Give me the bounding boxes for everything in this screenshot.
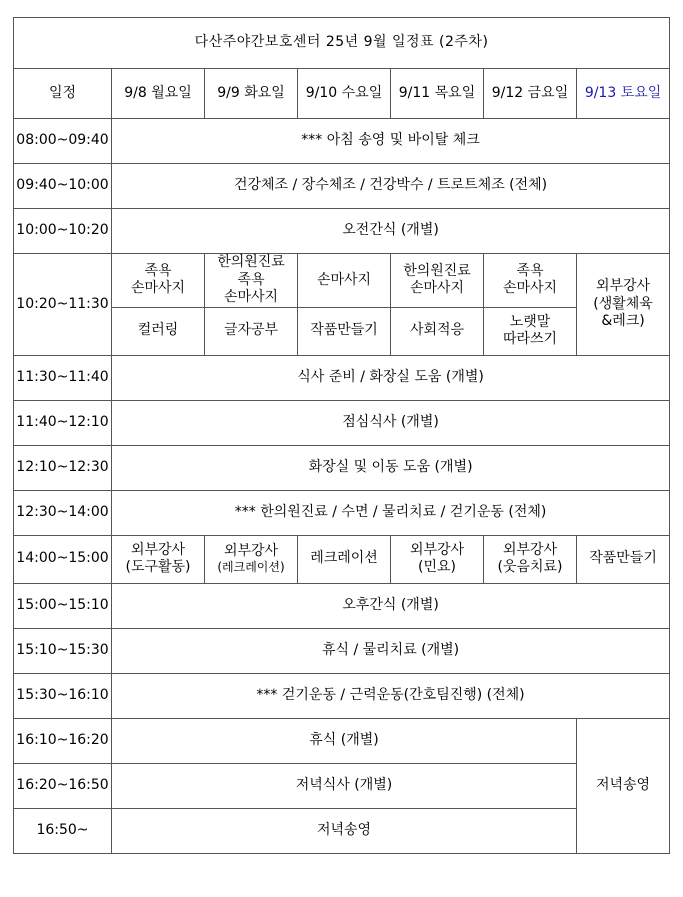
activity-line: 한의원진료 (217, 254, 285, 270)
activity-cell: 저녁송영 (112, 808, 577, 853)
activity-line: (생활체육 (593, 295, 653, 312)
activity-line: 외부강사 (595, 278, 651, 294)
table-row (14, 164, 670, 209)
activity-cell-mon-bottom: 컬러링 (112, 307, 205, 355)
activity-cell-wed-top: 손마사지 (298, 254, 391, 308)
activity-line: 외부강사 (130, 541, 186, 558)
time-cell: 15:10~15:30 (14, 628, 112, 673)
time-cell: 10:20~11:30 (14, 254, 112, 356)
header-row (14, 69, 670, 119)
day-header-mon: 9/8 월요일 (112, 69, 205, 119)
table-row (14, 808, 670, 853)
time-cell: 11:40~12:10 (14, 400, 112, 445)
activity-cell-sat (577, 254, 670, 356)
activity-line: &레크) (601, 313, 645, 329)
time-cell: 11:30~11:40 (14, 355, 112, 400)
activity-cell-sat: 작품만들기 (577, 535, 670, 583)
activity-line: 따라쓰기 (502, 331, 558, 347)
table-row (14, 628, 670, 673)
activity-line: 손마사지 (409, 280, 465, 297)
time-cell: 12:10~12:30 (14, 445, 112, 490)
activity-cell-sat: 저녁송영 (577, 718, 670, 853)
activity-cell-tue-top (205, 254, 298, 308)
activity-cell-fri-top (484, 254, 577, 308)
activity-line: 손마사지 (502, 280, 558, 297)
time-cell: 08:00~09:40 (14, 119, 112, 164)
day-header-fri: 9/12 금요일 (484, 69, 577, 119)
activity-cell: 건강체조 / 장수체조 / 건강박수 / 트로트체조 (전체) (112, 164, 670, 209)
activity-cell: 화장실 및 이동 도움 (개별) (112, 445, 670, 490)
activity-line: (레크레이션) (217, 560, 285, 575)
day-header-wed: 9/10 수요일 (298, 69, 391, 119)
activity-cell: 점심식사 (개별) (112, 400, 670, 445)
activity-cell-fri-bottom (484, 307, 577, 355)
time-cell: 12:30~14:00 (14, 490, 112, 535)
day-header-thu: 9/11 목요일 (391, 69, 484, 119)
table-row (14, 583, 670, 628)
activity-line: (웃음치료) (497, 559, 563, 575)
activity-line: 손마사지 (223, 289, 279, 305)
time-cell: 10:00~10:20 (14, 209, 112, 254)
time-cell: 16:50~ (14, 808, 112, 853)
schedule-label: 일정 (14, 69, 112, 119)
activity-cell: 식사 준비 / 화장실 도움 (개별) (112, 355, 670, 400)
activity-cell: *** 아침 송영 및 바이탈 체크 (112, 119, 670, 164)
activity-cell-tue (205, 535, 298, 583)
time-cell: 15:30~16:10 (14, 673, 112, 718)
activity-line: 외부강사 (223, 542, 279, 559)
page-title: 다산주야간보호센터 25년 9월 일정표 (2주차) (14, 18, 670, 69)
activity-cell: 휴식 / 물리치료 (개별) (112, 628, 670, 673)
table-row (14, 355, 670, 400)
activity-line: 한의원진료 (403, 262, 471, 279)
activity-cell: *** 걷기운동 / 근력운동(간호팀진행) (전체) (112, 673, 670, 718)
activity-line: 족욕 (237, 271, 265, 288)
table-row (14, 254, 670, 308)
activity-cell-fri (484, 535, 577, 583)
table-row (14, 673, 670, 718)
time-cell: 09:40~10:00 (14, 164, 112, 209)
activity-line: 외부강사 (502, 541, 558, 558)
table-row (14, 307, 670, 355)
activity-line: 족욕 (516, 262, 544, 279)
activity-cell: *** 한의원진료 / 수면 / 물리치료 / 걷기운동 (전체) (112, 490, 670, 535)
activity-line: 족욕 (144, 262, 172, 279)
day-header-sat: 9/13 토요일 (577, 69, 670, 119)
time-cell: 16:10~16:20 (14, 718, 112, 763)
time-cell: 14:00~15:00 (14, 535, 112, 583)
table-row (14, 400, 670, 445)
schedule-table (13, 17, 670, 854)
table-row (14, 445, 670, 490)
activity-cell: 오후간식 (개별) (112, 583, 670, 628)
table-row (14, 763, 670, 808)
table-row (14, 119, 670, 164)
table-row (14, 490, 670, 535)
activity-cell-thu-bottom: 사회적응 (391, 307, 484, 355)
activity-cell-wed-bottom: 작품만들기 (298, 307, 391, 355)
activity-cell-thu (391, 535, 484, 583)
time-cell: 16:20~16:50 (14, 763, 112, 808)
activity-cell-wed: 레크레이션 (298, 535, 391, 583)
activity-line: (민요) (418, 559, 456, 575)
table-row (14, 535, 670, 583)
table-row (14, 209, 670, 254)
time-cell: 15:00~15:10 (14, 583, 112, 628)
activity-line: 외부강사 (409, 541, 465, 558)
table-row (14, 718, 670, 763)
activity-cell-tue-bottom: 글자공부 (205, 307, 298, 355)
activity-cell: 휴식 (개별) (112, 718, 577, 763)
activity-cell-mon-top (112, 254, 205, 308)
activity-line: (도구활동) (125, 559, 191, 575)
activity-cell-mon (112, 535, 205, 583)
activity-cell: 오전간식 (개별) (112, 209, 670, 254)
activity-line: 손마사지 (130, 280, 186, 297)
activity-cell-thu-top (391, 254, 484, 308)
day-header-tue: 9/9 화요일 (205, 69, 298, 119)
activity-line: 노랫말 (509, 313, 551, 330)
activity-cell: 저녁식사 (개별) (112, 763, 577, 808)
